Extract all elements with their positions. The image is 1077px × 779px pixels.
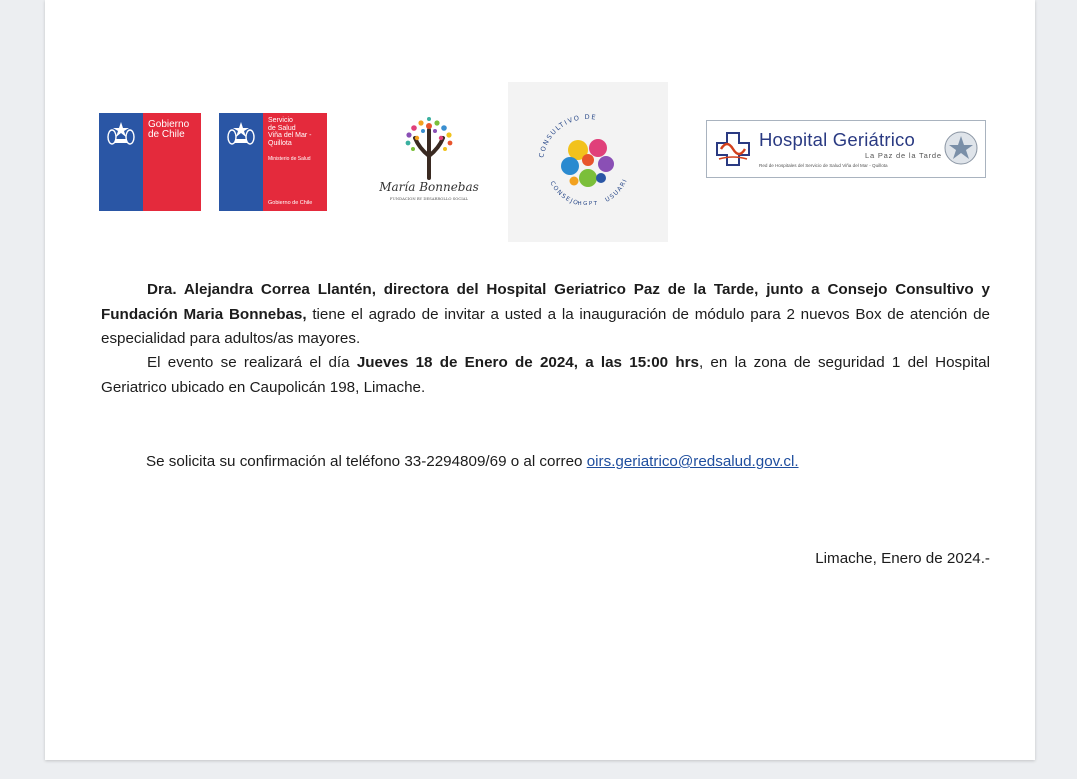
servicio-salud-logo: Servicio de Salud Viña del Mar - Quillota Ministerio de Salud Gobierno de Chile <box>219 113 327 211</box>
hospital-seal-icon <box>943 130 979 166</box>
svg-text:USUARIOS: USUARI <box>604 177 630 204</box>
maria-bonnebas-logo: María Bonnebas FUNDACION BY DESARROLLO SOCIAL <box>379 116 479 206</box>
gobierno-de-chile-logo: Gobierno de Chile <box>99 113 201 211</box>
consejo-consultivo-logo <box>508 82 668 242</box>
hospital-geriatrico-logo: Hospital Geriátrico La Paz de la Tarde Red de Hospitales del Servicio de Salud Viña del Mar - Quillota <box>706 120 986 178</box>
chile-coat-of-arms-icon <box>225 119 257 147</box>
email-link[interactable]: oirs.geriatrico@redsalud.gov.cl. <box>586 453 799 470</box>
tree-icon <box>379 116 479 180</box>
chile-coat-of-arms-icon <box>105 119 137 147</box>
document-page <box>45 0 1035 760</box>
svg-text:HGPT: HGPT <box>577 201 599 207</box>
event-details-paragraph: El evento se realizará el día Jueves 18 de Enero de 2024, a las 15:00 hrs, en la zona de seguridad 1 del Hospital Geriatrico ubicado en Caupolicán 198, Limache. <box>101 354 990 396</box>
signoff-date: Limache, Enero de 2024.- <box>815 550 990 567</box>
invitation-paragraph: Dra. Alejandra Correa Llantén, directora del Hospital Geriatrico Paz de la Tarde, junto a Consejo Consultivo y Fundación Maria Bonnebas, tiene el agrado de invitar a usted a la inauguración de módulo para 2 nuevos Box de atención de especialidad para adultos/as mayores. <box>101 281 990 347</box>
medical-cross-icon <box>713 129 753 169</box>
svg-text:CONSEJO: CONSEJO <box>548 180 581 208</box>
consejo-circle-icon <box>508 82 668 242</box>
svg-text:CONSULTIVO DE: CONSULTIVO DE <box>537 112 598 159</box>
confirmation-paragraph: Se solicita su confirmación al teléfono 33-2294809/69 o al correo oirs.geriatrico@redsalud.gov.cl. <box>146 453 799 470</box>
